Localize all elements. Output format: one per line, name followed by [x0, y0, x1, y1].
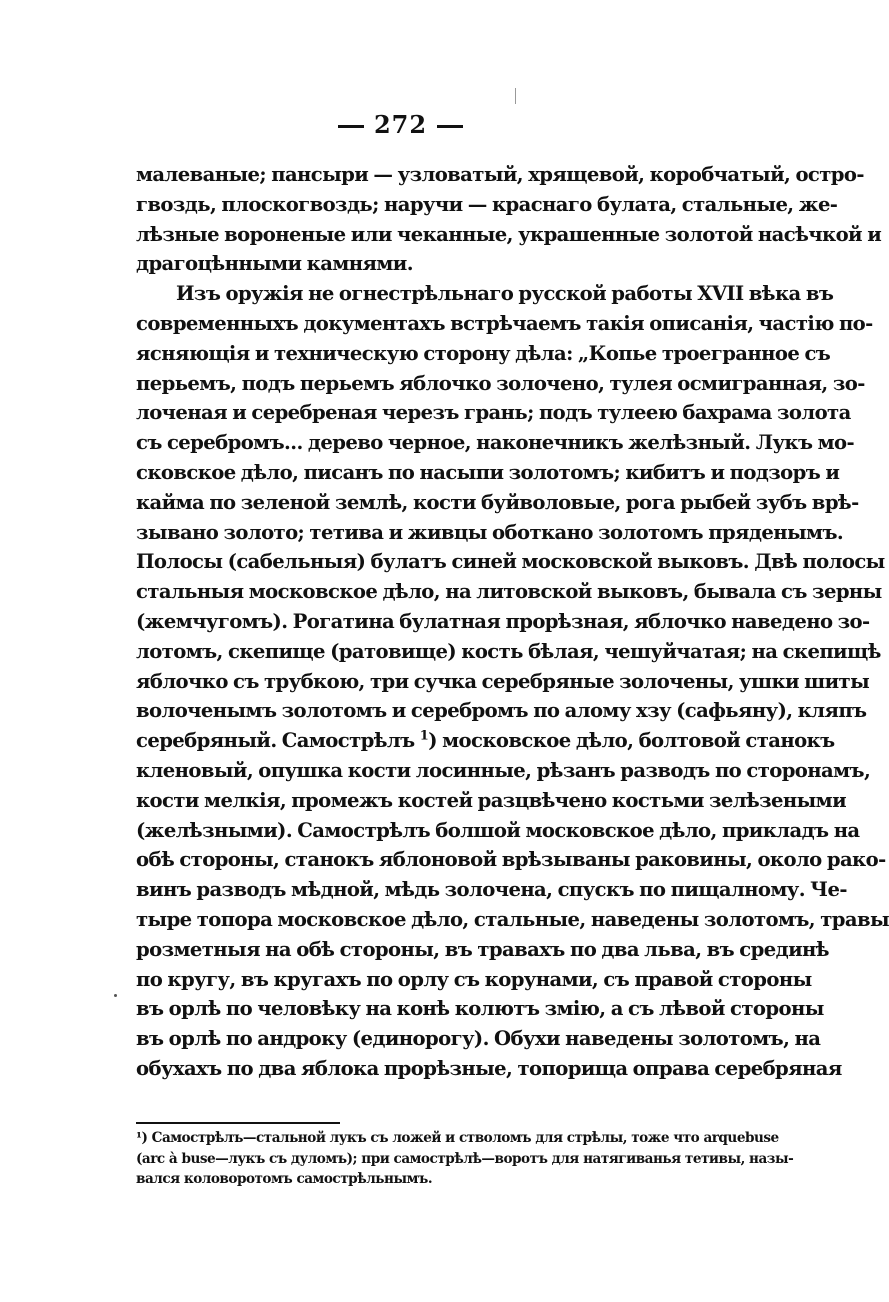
text-line: сковское дѣло, писанъ по насыпи золотомъ; кибитъ и подзоръ и: [136, 460, 840, 484]
text-line: стальныя московское дѣло, на литовской выковъ, бывала съ зерны: [136, 580, 882, 604]
text-line: малеваные; пансыри — узловатый, хрящевой, коробчатый, остро-: [136, 163, 864, 186]
text-line: гвоздь, плоскогвоздь; наручи — краснаго булата, стальные, же-: [136, 192, 838, 216]
page-header: [0, 110, 801, 139]
text-line: въ орлѣ по андроку (единорогу). Обухи наведены золотомъ, на: [136, 1027, 821, 1051]
text-line: лоченая и серебреная черезъ грань; подъ тулеею бахрама золота: [136, 401, 851, 425]
text-line: лѣзные вороненые или чеканные, украшенные золотой насѣчкой и: [136, 222, 882, 246]
text-line: кленовый, опушка кости лосинные, рѣзанъ разводъ по сторонамъ,: [136, 758, 871, 782]
text-line: обухахъ по два яблока прорѣзные, топорища оправа серебряная: [136, 1056, 842, 1080]
text-line: волоченымъ золотомъ и серебромъ по алому хзу (сафьяну), кляпъ: [136, 699, 867, 723]
text-line: кости мелкія, промежъ костей разцвѣчено костьми зелѣзеными: [136, 788, 847, 812]
text-line: Изъ оружія не огнестрѣльнаго русской работы XVII вѣка въ: [176, 282, 834, 306]
text-line: современныхъ документахъ встрѣчаемъ такія описанія, частію по-: [136, 311, 873, 335]
text-line: зывано золото; тетива и живцы оботкано золотомъ пряденымъ.: [136, 520, 844, 544]
scan-mark: [515, 88, 516, 104]
text-line: винъ разводъ мѣдной, мѣдь золочена, спускъ по пищалному. Че-: [136, 878, 847, 902]
text-line: Полосы (сабельныя) булатъ синей московской выковъ. Двѣ полосы: [136, 550, 885, 574]
footnote-line: (arc à buse—лукъ съ дуломъ); при самострѣлѣ—воротъ для натягиванья тетивы, назы-: [136, 1150, 794, 1167]
text-line: кайма по зеленой землѣ, кости буйволовые, рога рыбей зубъ врѣ-: [136, 490, 859, 514]
text-line: съ серебромъ... дерево черное, наконечникъ желѣзный. Лукъ мо-: [136, 431, 855, 455]
text-line: обѣ стороны, станокъ яблоновой врѣзываны раковины, около рако-: [136, 848, 886, 872]
text-line: перьемъ, подъ перьемъ яблочко золочено, тулея осмигранная, зо-: [136, 371, 865, 395]
text-line: (желѣзными). Самострѣлъ болшой московское дѣло, прикладъ на: [136, 818, 860, 842]
header-dash-left: [338, 125, 364, 128]
text-line: по кругу, въ кругахъ по орлу съ корунами, съ правой стороны: [136, 967, 812, 991]
text-segment: ) московское дѣло, болтовой станокъ: [428, 729, 835, 753]
footnote-line: ¹) Самострѣлъ—стальной лукъ съ ложей и стволомъ для стрѣлы, тоже что arquebuse: [136, 1130, 779, 1146]
footnote-line: вался коловоротомъ самострѣльнымъ.: [136, 1171, 433, 1187]
text-line: яблочко съ трубкою, три сучка серебряные золочены, ушки шиты: [136, 669, 870, 693]
text-line: ясняющія и техническую сторону дѣла: „Копье троегранное съ: [136, 341, 831, 365]
text-line: розметныя на обѣ стороны, въ травахъ по два льва, въ срединѣ: [136, 937, 829, 961]
text-line: драгоцѣнными камнями.: [136, 252, 413, 276]
text-segment: серебряный. Самострѣлъ: [136, 729, 415, 753]
text-line: тыре топора московское дѣло, стальные, наведены золотомъ, травы: [136, 907, 889, 931]
footnotes: [136, 1128, 794, 1190]
text-line: (жемчугомъ). Рогатина булатная прорѣзная, яблочко наведено зо-: [136, 609, 870, 633]
footnote-reference: 1: [419, 728, 429, 744]
text-line: лотомъ, скепище (ратовище) кость бѣлая, чешуйчатая; на скепищѣ: [136, 639, 881, 663]
footnote-divider: [136, 1122, 340, 1124]
text-line-with-footnote: [136, 726, 835, 756]
margin-speck: [114, 994, 117, 997]
body-text: [136, 160, 889, 1084]
text-line: въ орлѣ по человѣку на конѣ колютъ змію, а съ лѣвой стороны: [136, 997, 824, 1021]
header-dash-right: [437, 125, 463, 128]
page-number: 272: [373, 110, 428, 139]
